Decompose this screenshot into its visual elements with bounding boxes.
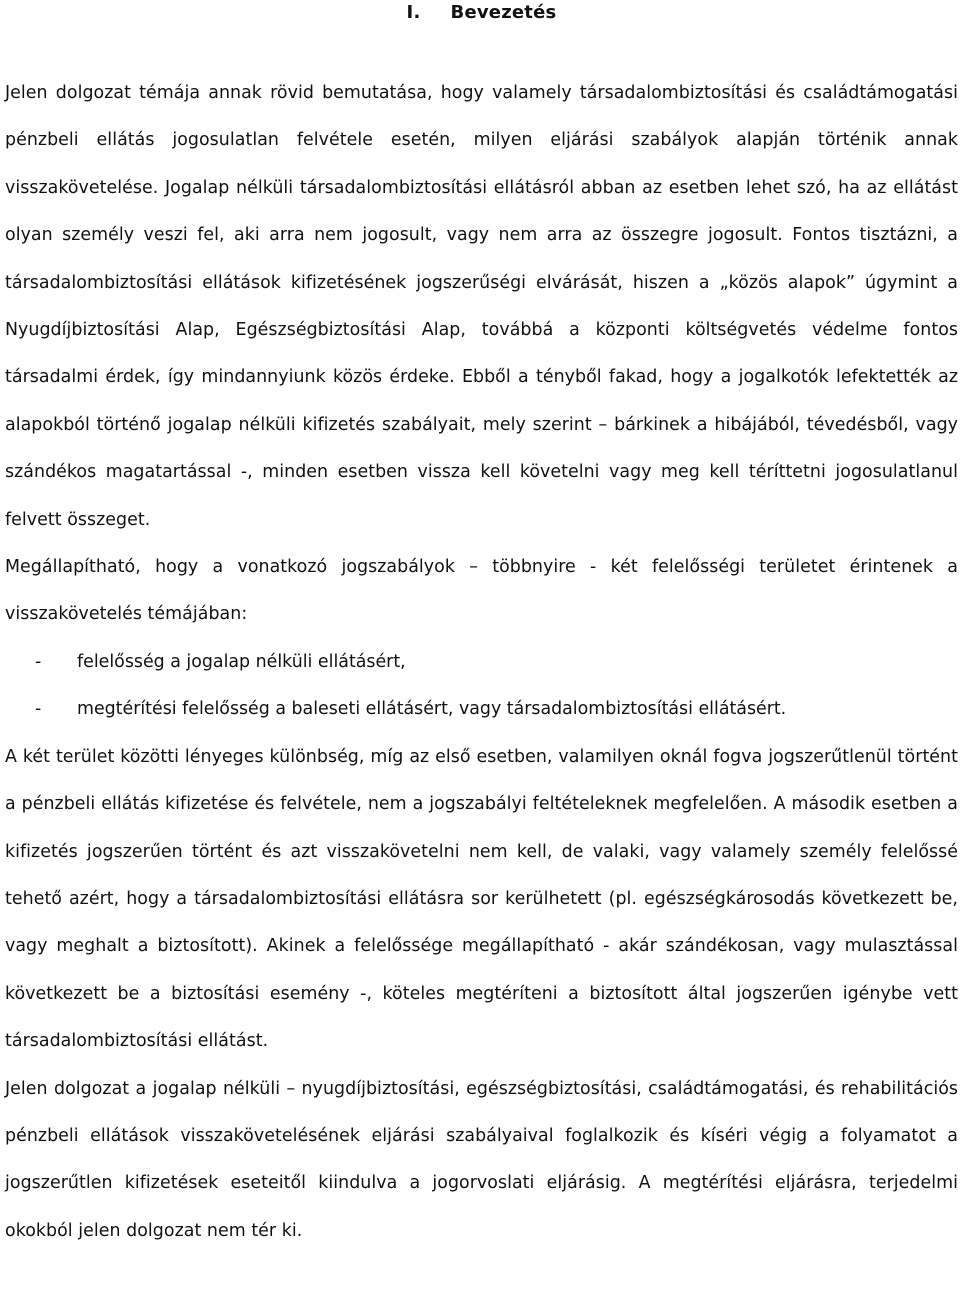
section-number: I. <box>406 2 421 23</box>
list-item <box>5 686 958 733</box>
paragraph-intro: Jelen dolgozat témája annak rövid bemutatása, hogy valamely társadalombiztosítási és családtámogatási pénzbeli ellátás jogosulatlan felvétele esetén, milyen eljárási szabályok alapján történik annak visszakövetelése. Jogalap nélküli társadalombiztosítási ellátásról abban az esetben lehet szó, ha az ellátást olyan személy veszi fel, aki arra nem jogosult, vagy nem arra az összegre jogosult. Fontos tisztázni, a társadalombiztosítási ellátások kifizetésének jogszerűségi elvárását, hiszen a „közös alapok” úgymint a Nyugdíjbiztosítási Alap, Egészségbiztosítási Alap, továbbá a központi költségvetés védelme fontos társadalmi érdek, így mindannyiunk közös érdeke. Ebből a tényből fakad, hogy a jogalkotók lefektették az alapokból történő jogalap nélküli kifizetés szabályait, mely szerint – bárkinek a hibájából, tévedésből, vagy szándékos magatartással -, minden esetben vissza kell követelni vagy meg kell téríttetni jogosulatlanul felvett összeget. <box>5 83 958 530</box>
list-item-text: megtérítési felelősség a baleseti ellátásért, vagy társadalombiztosítási ellátásért. <box>77 699 787 720</box>
list-item <box>5 639 958 686</box>
list-item-text: felelősség a jogalap nélküli ellátásért, <box>77 651 406 672</box>
paragraph-difference: A két terület közötti lényeges különbség, míg az első esetben, valamilyen oknál fogva jogszerűtlenül történt a pénzbeli ellátás kifizetése és felvétele, nem a jogszabályi feltételeknek megfelelően. A második esetben a kifizetés jogszerűen történt és azt visszakövetelni nem kell, de valaki, vagy valamely személy felelőssé tehető azért, hogy a társadalombiztosítási ellátásra sor kerülhetett (pl. egészségkárosodás következett be, vagy meghalt a biztosított). Akinek a felelőssége megállapítható - akár szándékosan, vagy mulasztással következett be a biztosítási esemény -, köteles megtéríteni a biztosított által jogszerűen igénybe vett társadalombiztosítási ellátást. <box>5 746 958 1052</box>
paragraph-areas: Megállapítható, hogy a vonatkozó jogszabályok – többnyire - két felelősségi területet érintenek a visszakövetelés témájában: <box>5 557 958 625</box>
section-title: Bevezetés <box>450 2 557 23</box>
responsibility-list <box>5 639 958 734</box>
heading-spacer <box>5 26 958 70</box>
document-page <box>5 0 958 1255</box>
paragraph-scope: Jelen dolgozat a jogalap nélküli – nyugdíjbiztosítási, egészségbiztosítási, családtámogatási, és rehabilitációs pénzbeli ellátások visszakövetelésének eljárási szabályaival foglalkozik és kíséri végig a folyamatot a jogszerűtlen kifizetések eseteitől kiindulva a jogorvoslati eljárásig. A megtérítési eljárásra, terjedelmi okokból jelen dolgozat nem tér ki. <box>5 1078 958 1241</box>
section-heading <box>5 0 958 26</box>
list-dash: - <box>35 651 42 672</box>
list-dash: - <box>35 699 42 720</box>
